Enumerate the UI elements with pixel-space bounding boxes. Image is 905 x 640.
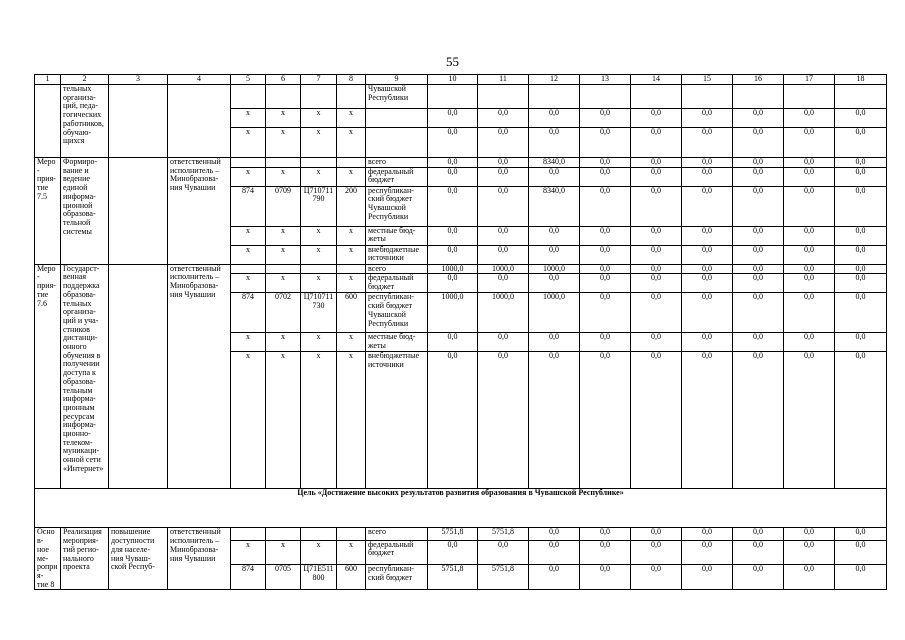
code-cell: х: [266, 333, 301, 352]
amount-cell: 0,0: [835, 128, 887, 158]
column-number: 13: [580, 75, 631, 85]
amount-cell: 0,0: [529, 564, 580, 589]
amount-cell: 0,0: [580, 245, 631, 264]
column-number: 16: [733, 75, 784, 85]
amount-cell: 0,0: [784, 540, 835, 564]
column-number: 5: [231, 75, 266, 85]
amount-cell: 0,0: [631, 333, 682, 352]
amount-cell: 0,0: [733, 128, 784, 158]
amount-cell: 0,0: [835, 352, 887, 489]
amount-cell: 0,0: [733, 274, 784, 293]
column-number: 12: [529, 75, 580, 85]
amount-cell: 0,0: [478, 226, 529, 245]
amount-cell: 0,0: [682, 352, 733, 489]
code-cell: х: [301, 128, 337, 158]
amount-cell: 0,0: [428, 274, 478, 293]
amount-cell: 0,0: [631, 352, 682, 489]
amount-cell: 0,0: [784, 128, 835, 158]
amount-cell: 0,0: [478, 158, 529, 168]
row-label-cell: Меро- прия- тие 7.5: [35, 158, 61, 265]
budget-table: [34, 74, 887, 590]
table-row: [35, 158, 887, 168]
amount-cell: 0,0: [529, 540, 580, 564]
amount-cell: 0,0: [478, 274, 529, 293]
code-cell: 0705: [266, 564, 301, 589]
responsible-cell: ответственный исполнитель – Минобразова- ния Чувашии: [168, 528, 231, 590]
amount-cell: 0,0: [529, 333, 580, 352]
description-cell: Государст- венная поддержка образова- тельных организа- ций и уча- стников дистанци- онного обучения в получении доступа к образова- тельным информа- ционным ресурсам информа- ционно- телеком- муникаци- онной сети «Интернет»: [61, 264, 109, 489]
row-label-cell: [35, 85, 61, 158]
amount-cell: 0,0: [682, 128, 733, 158]
code-cell: х: [301, 245, 337, 264]
amount-cell: 0,0: [784, 226, 835, 245]
code-cell: 600: [337, 293, 366, 333]
code-cell: х: [337, 352, 366, 489]
amount-cell: 0,0: [733, 226, 784, 245]
goal-heading: Цель «Достижение высоких результатов развития образования в Чувашской Республике»: [35, 489, 887, 528]
code-cell: [337, 528, 366, 540]
amount-cell: 0,0: [428, 158, 478, 168]
column-number-row: [35, 75, 887, 85]
code-cell: х: [337, 128, 366, 158]
amount-cell: 1000,0: [529, 293, 580, 333]
column-number: 18: [835, 75, 887, 85]
amount-cell: 0,0: [580, 352, 631, 489]
result-cell: [109, 158, 168, 265]
funding-source-cell: внебюджетные источники: [366, 352, 428, 489]
column-number: 6: [266, 75, 301, 85]
amount-cell: 0,0: [835, 158, 887, 168]
code-cell: [266, 264, 301, 274]
amount-cell: 0,0: [631, 528, 682, 540]
code-cell: х: [231, 245, 266, 264]
amount-cell: 0,0: [682, 540, 733, 564]
amount-cell: 0,0: [682, 245, 733, 264]
code-cell: [231, 264, 266, 274]
column-number: 2: [61, 75, 109, 85]
code-cell: 0709: [266, 186, 301, 226]
amount-cell: 0,0: [631, 186, 682, 226]
amount-cell: 0,0: [835, 264, 887, 274]
amount-cell: 0,0: [478, 167, 529, 186]
amount-cell: 0,0: [835, 109, 887, 128]
amount-cell: 0,0: [428, 352, 478, 489]
amount-cell: 5751,8: [428, 564, 478, 589]
code-cell: х: [301, 274, 337, 293]
amount-cell: 0,0: [733, 158, 784, 168]
amount-cell: 0,0: [682, 264, 733, 274]
amount-cell: 5751,8: [478, 528, 529, 540]
amount-cell: 0,0: [580, 226, 631, 245]
amount-cell: 0,0: [682, 186, 733, 226]
amount-cell: 0,0: [529, 352, 580, 489]
amount-cell: 0,0: [682, 333, 733, 352]
amount-cell: 0,0: [835, 186, 887, 226]
code-cell: х: [301, 167, 337, 186]
code-cell: х: [231, 226, 266, 245]
funding-source-cell: внебюджетные источники: [366, 245, 428, 264]
amount-cell: 0,0: [784, 564, 835, 589]
amount-cell: 0,0: [580, 333, 631, 352]
page-number: 55: [446, 54, 459, 69]
amount-cell: 0,0: [580, 128, 631, 158]
amount-cell: 0,0: [631, 540, 682, 564]
amount-cell: 0,0: [682, 167, 733, 186]
amount-cell: 0,0: [835, 528, 887, 540]
code-cell: х: [337, 245, 366, 264]
amount-cell: 0,0: [733, 186, 784, 226]
table-row: [35, 85, 887, 109]
funding-source-cell: республикан- ский бюджет Чувашской Республики: [366, 293, 428, 333]
funding-source-cell: [366, 109, 428, 128]
code-cell: 0702: [266, 293, 301, 333]
amount-cell: 0,0: [835, 167, 887, 186]
code-cell: 600: [337, 564, 366, 589]
code-cell: х: [266, 352, 301, 489]
column-number: 9: [366, 75, 428, 85]
amount-cell: 0,0: [428, 167, 478, 186]
amount-cell: 1000,0: [478, 293, 529, 333]
code-cell: [301, 264, 337, 274]
column-number: 15: [682, 75, 733, 85]
amount-cell: 0,0: [529, 528, 580, 540]
amount-cell: 0,0: [682, 274, 733, 293]
funding-source-cell: всего: [366, 264, 428, 274]
funding-source-cell: [366, 128, 428, 158]
amount-cell: 0,0: [580, 109, 631, 128]
amount-cell: 0,0: [580, 528, 631, 540]
funding-source-cell: федеральный бюджет: [366, 167, 428, 186]
amount-cell: 8340,0: [529, 158, 580, 168]
amount-cell: 0,0: [682, 109, 733, 128]
amount-cell: 0,0: [580, 186, 631, 226]
amount-cell: 0,0: [733, 264, 784, 274]
funding-source-cell: всего: [366, 528, 428, 540]
result-cell: [109, 85, 168, 158]
code-cell: х: [301, 333, 337, 352]
code-cell: х: [337, 540, 366, 564]
responsible-cell: ответственный исполнитель – Минобразова- ния Чувашии: [168, 264, 231, 489]
amount-cell: 0,0: [784, 167, 835, 186]
amount-cell: 0,0: [428, 186, 478, 226]
amount-cell: 0,0: [682, 564, 733, 589]
code-cell: [266, 158, 301, 168]
column-number: 1: [35, 75, 61, 85]
amount-cell: 1000,0: [478, 264, 529, 274]
amount-cell: 0,0: [784, 264, 835, 274]
amount-cell: 0,0: [428, 226, 478, 245]
amount-cell: 0,0: [428, 333, 478, 352]
funding-source-cell: федеральный бюджет: [366, 274, 428, 293]
amount-cell: 0,0: [733, 333, 784, 352]
amount-cell: 0,0: [580, 540, 631, 564]
code-cell: х: [231, 352, 266, 489]
amount-cell: 0,0: [478, 333, 529, 352]
code-cell: х: [266, 128, 301, 158]
responsible-cell: ответственный исполнитель – Минобразова- ния Чувашии: [168, 158, 231, 265]
amount-cell: 1000,0: [428, 264, 478, 274]
amount-cell: 0,0: [631, 293, 682, 333]
code-cell: [266, 528, 301, 540]
code-cell: х: [337, 167, 366, 186]
code-cell: х: [231, 540, 266, 564]
amount-cell: 0,0: [733, 109, 784, 128]
amount-cell: 0,0: [784, 293, 835, 333]
code-cell: 200: [337, 186, 366, 226]
amount-cell: 0,0: [428, 245, 478, 264]
amount-cell: 0,0: [428, 540, 478, 564]
amount-cell: 0,0: [733, 564, 784, 589]
code-cell: [337, 158, 366, 168]
code-cell: 874: [231, 293, 266, 333]
amount-cell: 0,0: [478, 540, 529, 564]
code-cell: х: [337, 109, 366, 128]
amount-cell: 0,0: [682, 158, 733, 168]
code-cell: 874: [231, 564, 266, 589]
code-cell: [301, 528, 337, 540]
column-number: 3: [109, 75, 168, 85]
code-cell: х: [266, 245, 301, 264]
column-number: 17: [784, 75, 835, 85]
code-cell: х: [231, 128, 266, 158]
code-cell: х: [301, 226, 337, 245]
description-cell: тельных организа- ций, педа- гогических работников, обучаю- щихся: [61, 85, 109, 158]
row-label-cell: Основ- ное ме- роприя- тие 8: [35, 528, 61, 590]
amount-cell: 0,0: [529, 109, 580, 128]
amount-cell: 0,0: [835, 245, 887, 264]
amount-cell: 0,0: [580, 274, 631, 293]
amount-cell: 0,0: [733, 528, 784, 540]
amount-cell: 0,0: [478, 128, 529, 158]
code-cell: [231, 158, 266, 168]
code-cell: х: [231, 274, 266, 293]
column-number: 8: [337, 75, 366, 85]
column-number: 11: [478, 75, 529, 85]
amount-cell: 0,0: [529, 226, 580, 245]
amount-cell: 0,0: [733, 293, 784, 333]
code-cell: х: [301, 352, 337, 489]
amount-cell: 0,0: [428, 128, 478, 158]
amount-cell: 0,0: [733, 245, 784, 264]
amount-cell: 0,0: [631, 245, 682, 264]
code-cell: х: [266, 109, 301, 128]
code-cell: [301, 158, 337, 168]
code-cell: х: [266, 226, 301, 245]
amount-cell: 0,0: [784, 186, 835, 226]
amount-cell: 0,0: [580, 167, 631, 186]
funding-source-cell: федеральный бюджет: [366, 540, 428, 564]
column-number: 14: [631, 75, 682, 85]
amount-cell: 0,0: [682, 226, 733, 245]
code-cell: х: [266, 274, 301, 293]
amount-cell: 0,0: [631, 109, 682, 128]
code-cell: Ц710711 730: [301, 293, 337, 333]
funding-source-cell: всего: [366, 158, 428, 168]
amount-cell: 0,0: [835, 293, 887, 333]
amount-cell: 0,0: [784, 333, 835, 352]
amount-cell: 0,0: [428, 109, 478, 128]
amount-cell: 0,0: [631, 158, 682, 168]
amount-cell: 0,0: [835, 226, 887, 245]
table-row: [35, 264, 887, 274]
amount-cell: 0,0: [784, 352, 835, 489]
description-cell: Реализация мероприя- тий регио- нального проекта: [61, 528, 109, 590]
amount-cell: 0,0: [784, 245, 835, 264]
goal-row: [35, 489, 887, 528]
amount-cell: 0,0: [784, 158, 835, 168]
description-cell: Формиро- вание и ведение единой информа- ционной образова- тельной системы: [61, 158, 109, 265]
amount-cell: 0,0: [835, 333, 887, 352]
code-cell: х: [266, 167, 301, 186]
amount-cell: 0,0: [478, 109, 529, 128]
amount-cell: 8340,0: [529, 186, 580, 226]
amount-cell: 0,0: [631, 264, 682, 274]
column-number: 7: [301, 75, 337, 85]
code-cell: х: [301, 540, 337, 564]
result-cell: [109, 264, 168, 489]
code-cell: [337, 264, 366, 274]
amount-cell: 0,0: [478, 186, 529, 226]
code-cell: Ц710711 790: [301, 186, 337, 226]
funding-source-cell: республикан- ский бюджет: [366, 564, 428, 589]
amount-cell: 0,0: [784, 528, 835, 540]
amount-cell: 0,0: [580, 264, 631, 274]
amount-cell: 0,0: [580, 564, 631, 589]
funding-source-cell: местные бюд- жеты: [366, 226, 428, 245]
amount-cell: 0,0: [682, 293, 733, 333]
amount-cell: 0,0: [733, 167, 784, 186]
amount-cell: 1000,0: [428, 293, 478, 333]
code-cell: [231, 528, 266, 540]
amount-cell: 0,0: [733, 540, 784, 564]
funding-source-cell: республикан- ский бюджет Чувашской Республики: [366, 186, 428, 226]
code-cell: х: [337, 333, 366, 352]
amount-cell: 5751,8: [428, 528, 478, 540]
amount-cell: 0,0: [529, 274, 580, 293]
code-cell: х: [231, 109, 266, 128]
column-number: 10: [428, 75, 478, 85]
table-row: [35, 528, 887, 540]
amount-cell: 0,0: [835, 564, 887, 589]
amount-cell: 0,0: [631, 128, 682, 158]
amount-cell: 5751,8: [478, 564, 529, 589]
amount-cell: 0,0: [478, 245, 529, 264]
amount-cell: 0,0: [631, 167, 682, 186]
funding-source-cell: Чувашской Республики: [366, 85, 428, 109]
amount-cell: 0,0: [529, 167, 580, 186]
amount-cell: 0,0: [682, 528, 733, 540]
code-cell: х: [266, 540, 301, 564]
amount-cell: 0,0: [529, 245, 580, 264]
amount-cell: 1000,0: [529, 264, 580, 274]
amount-cell: 0,0: [784, 109, 835, 128]
amount-cell: 0,0: [478, 352, 529, 489]
amount-cell: 0,0: [631, 274, 682, 293]
code-cell: х: [231, 333, 266, 352]
code-cell: х: [337, 274, 366, 293]
code-cell: Ц71Е511 800: [301, 564, 337, 589]
amount-cell: 0,0: [835, 274, 887, 293]
code-cell: 874: [231, 186, 266, 226]
funding-source-cell: местные бюд- жеты: [366, 333, 428, 352]
code-cell: х: [337, 226, 366, 245]
result-cell: повышение доступности для населе- ния Чуваш- ской Респуб-: [109, 528, 168, 590]
row-label-cell: Меро- прия- тие 7.6: [35, 264, 61, 489]
column-number: 4: [168, 75, 231, 85]
amount-cell: 0,0: [631, 226, 682, 245]
responsible-cell: [168, 85, 231, 158]
amount-cell: 0,0: [784, 274, 835, 293]
amount-cell: 0,0: [580, 158, 631, 168]
code-cell: х: [231, 167, 266, 186]
code-cell: х: [301, 109, 337, 128]
amount-cell: 0,0: [631, 564, 682, 589]
amount-cell: 0,0: [835, 540, 887, 564]
amount-cell: 0,0: [733, 352, 784, 489]
amount-cell: 0,0: [529, 128, 580, 158]
amount-cell: 0,0: [580, 293, 631, 333]
